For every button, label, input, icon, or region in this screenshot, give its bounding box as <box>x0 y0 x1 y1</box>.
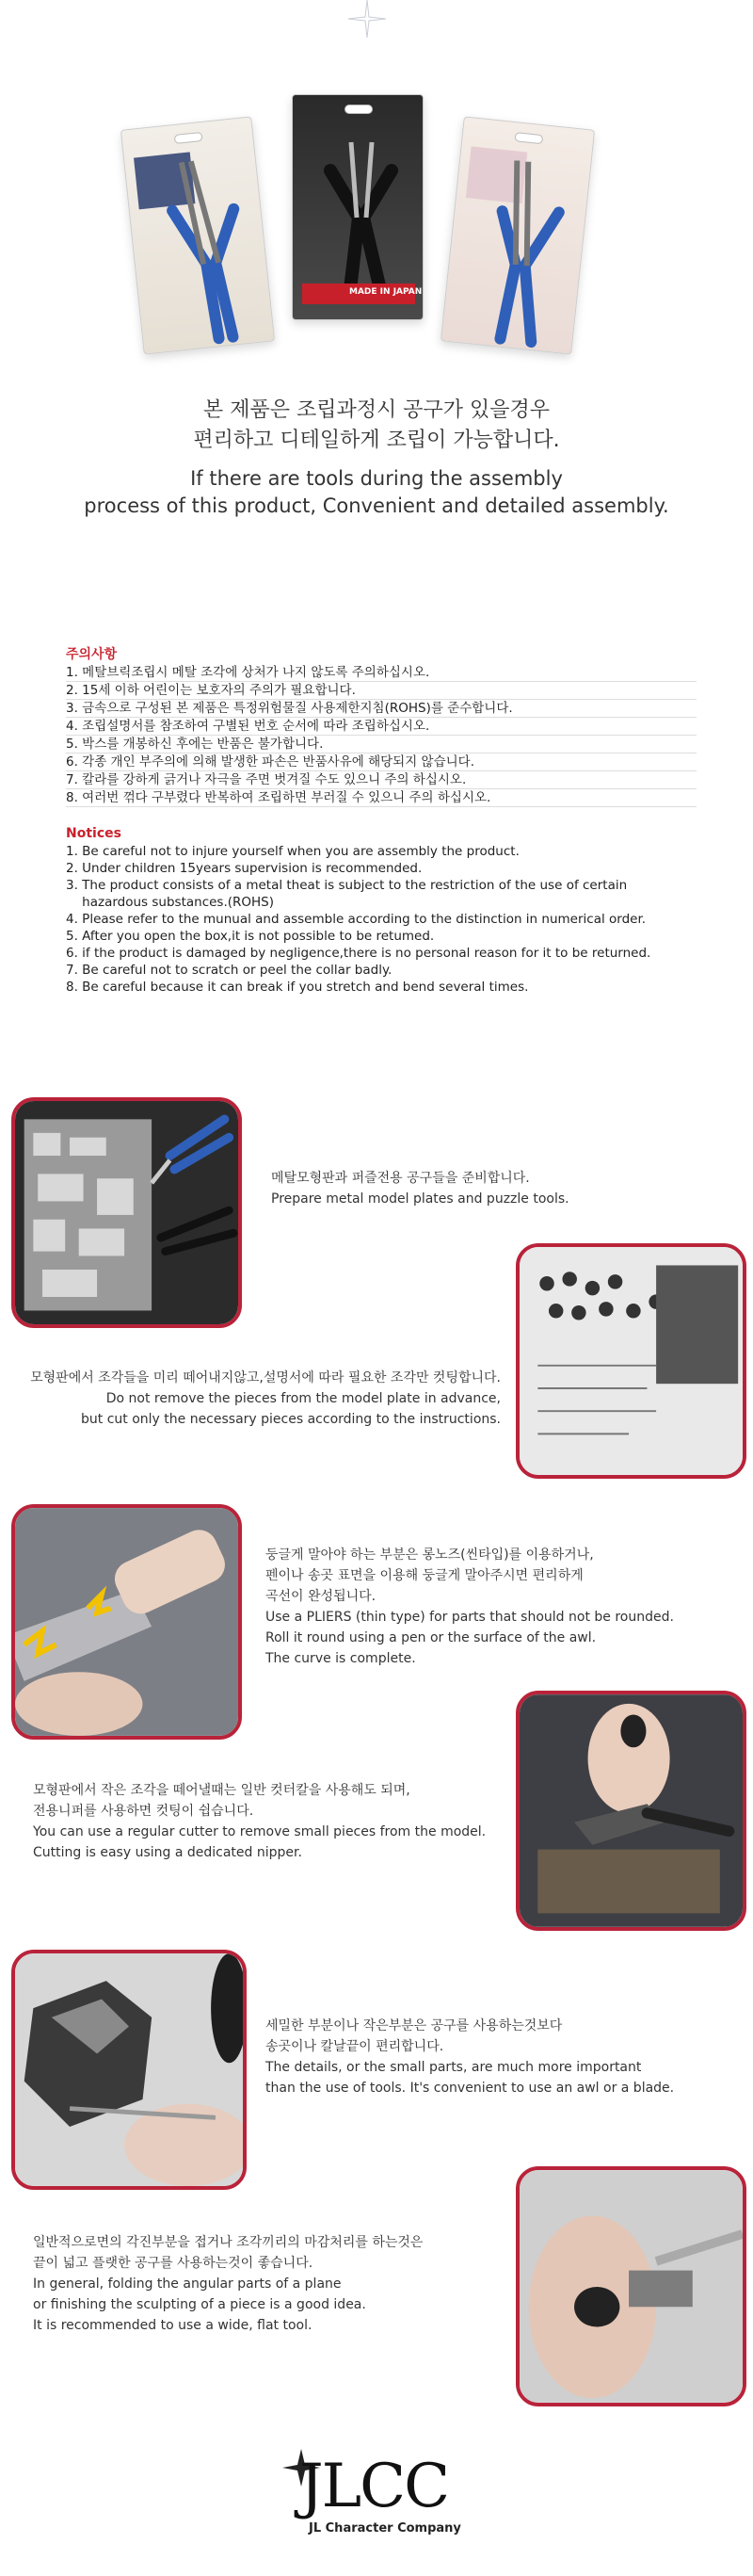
step2-line-ko: 모형판에서 조각들을 미리 떼어내지않고,설명서에 따라 필요한 조각만 컷팅합니다. <box>30 1370 501 1385</box>
step4-line-en-2: Cutting is easy using a dedicated nipper. <box>33 1845 302 1860</box>
step3-photo-rolling-with-pliers <box>11 1504 242 1740</box>
notice-ko-item: 8. 여러번 꺾다 구부렸다 반복하여 조립하면 부러질 수 있으니 주의 하십시오. <box>66 789 697 807</box>
notice-en-item: 3. The product consists of a metal theat is subject to the restriction of the use of certain <box>66 878 628 893</box>
step3-line-en-2: Roll it round using a pen or the surface of the awl. <box>265 1630 597 1645</box>
step5-line-en-2: than the use of tools. It's convenient to use an awl or a blade. <box>265 2081 675 2096</box>
notice-en-item: 2. Under children 15years supervision is recommended. <box>66 861 423 876</box>
notice-en-item: 5. After you open the box,it is not possible to be retumed. <box>66 929 435 944</box>
pliers-package-left <box>120 116 275 354</box>
step2-photo-cutting-pieces <box>516 1243 746 1479</box>
step3-text <box>265 1545 674 1669</box>
step5-photo-awl-detail <box>11 1950 247 2190</box>
step3-line-ko-1: 둥글게 말아야 하는 부분은 롱노즈(씬타입)를 이용하거나, <box>265 1547 594 1563</box>
step6-line-en-3: It is recommended to use a wide, flat tool. <box>33 2318 312 2333</box>
step3-line-ko-3: 곡선이 완성됩니다. <box>265 1589 376 1604</box>
step6-line-en-2: or finishing the sculpting of a piece is a good idea. <box>33 2297 366 2312</box>
notice-ko-item: 2. 15세 이하 어린이는 보호자의 주의가 필요합니다. <box>66 682 697 700</box>
notices-en-title: Notices <box>66 826 121 841</box>
notice-ko-item: 1. 메탈브릭조립시 메탈 조각에 상처가 나지 않도록 주의하십시오. <box>66 664 697 682</box>
step4-line-en-1: You can use a regular cutter to remove small pieces from the model. <box>33 1824 487 1839</box>
product-packages <box>132 85 621 386</box>
step6-line-ko-1: 일반적으로면의 각진부분을 접거나 조각끼리의 마감처리를 하는것은 <box>33 2235 424 2250</box>
step1-line-en: Prepare metal model plates and puzzle tools. <box>271 1191 569 1207</box>
intro-ko-line-2: 편리하고 디테일하게 조립이 가능합니다. <box>193 429 560 452</box>
notice-en-item: hazardous substances.(ROHS) <box>66 895 275 910</box>
notices-english <box>66 824 697 996</box>
logo-tagline: JL Character Company <box>309 2521 461 2535</box>
step4-line-ko-1: 모형판에서 작은 조각을 떼어낼때는 일반 컷터칼을 사용해도 되며, <box>33 1783 410 1798</box>
made-in-japan-label: MADE IN JAPAN <box>349 287 423 297</box>
notice-ko-item: 3. 금속으로 구성된 본 제품은 특정위험물질 사용제한지침(ROHS)를 준수합니다. <box>66 700 697 718</box>
notice-ko-item: 5. 박스를 개봉하신 후에는 반품은 불가합니다. <box>66 736 697 753</box>
step1-text <box>271 1168 569 1209</box>
jlcc-logo <box>282 2444 480 2548</box>
step4-line-ko-2: 전용니퍼를 사용하면 컷팅이 쉽습니다. <box>33 1804 254 1819</box>
step4-text <box>33 1780 486 1863</box>
step6-line-ko-2: 끝이 넓고 플랫한 공구를 사용하는것이 좋습니다. <box>33 2256 313 2271</box>
sparkle-icon <box>339 0 395 38</box>
step1-photo-metal-plates-tools <box>11 1097 242 1328</box>
step2-text <box>11 1368 501 1430</box>
notice-en-item: 4. Please refer to the munual and assemble according to the distinction in numerical order. <box>66 912 647 927</box>
notice-ko-item: 6. 각종 개인 부주의에 의해 발생한 파손은 반품사유에 해당되지 않습니다. <box>66 753 697 771</box>
notice-en-item: 6. if the product is damaged by negligence,there is no personal reason for it to be returned. <box>66 946 651 961</box>
step4-photo-nipper-cutting <box>516 1691 746 1931</box>
notices-korean <box>66 645 697 807</box>
step5-text <box>265 2016 674 2098</box>
step3-line-en-3: The curve is complete. <box>265 1651 416 1666</box>
step5-line-ko-2: 송곳이나 칼날끝이 편리합니다. <box>265 2039 444 2054</box>
notices-ko-title: 주의사항 <box>66 647 118 662</box>
step3-line-en-1: Use a PLIERS (thin type) for parts that should not be rounded. <box>265 1610 674 1625</box>
notice-en-item: 7. Be careful not to scratch or peel the collar badly. <box>66 963 393 978</box>
notice-en-item: 1. Be careful not to injure yourself when you are assembly the product. <box>66 844 520 859</box>
intro-en-line-2: process of this product, Convenient and detailed assembly. <box>84 494 669 517</box>
step2-line-en-2: but cut only the necessary pieces according to the instructions. <box>81 1412 501 1427</box>
nipper-package-center <box>292 94 424 320</box>
notice-en-item: 8. Be careful because it can break if you stretch and bend several times. <box>66 980 529 995</box>
intro-en-line-1: If there are tools during the assembly <box>190 467 563 490</box>
step3-line-ko-2: 펜이나 송곳 표면을 이용해 둥글게 말아주시면 편리하게 <box>265 1568 584 1583</box>
logo-brand: JLCC <box>299 2452 449 2521</box>
notice-ko-item: 7. 칼라를 강하게 긁거나 자극을 주면 벗겨질 수도 있으니 주의 하십시오. <box>66 771 697 789</box>
step2-line-en-1: Do not remove the pieces from the model plate in advance, <box>105 1391 501 1406</box>
intro-english <box>0 465 753 520</box>
intro-ko-line-1: 본 제품은 조립과정시 공구가 있을경우 <box>202 398 550 422</box>
step6-text <box>33 2232 423 2336</box>
step1-line-ko: 메탈모형판과 퍼즐전용 공구들을 준비합니다. <box>271 1171 530 1186</box>
step6-line-en-1: In general, folding the angular parts of a plane <box>33 2276 342 2292</box>
pliers-package-right <box>441 116 595 354</box>
step5-line-en-1: The details, or the small parts, are much more important <box>265 2060 642 2075</box>
notice-ko-item: 4. 조립설명서를 참조하여 구별된 번호 순서에 따라 조립하십시오. <box>66 718 697 736</box>
step5-line-ko-1: 세밀한 부분이나 작은부분은 공구를 사용하는것보다 <box>265 2018 563 2033</box>
step6-photo-flat-tool <box>516 2166 746 2406</box>
intro-korean <box>0 396 753 456</box>
